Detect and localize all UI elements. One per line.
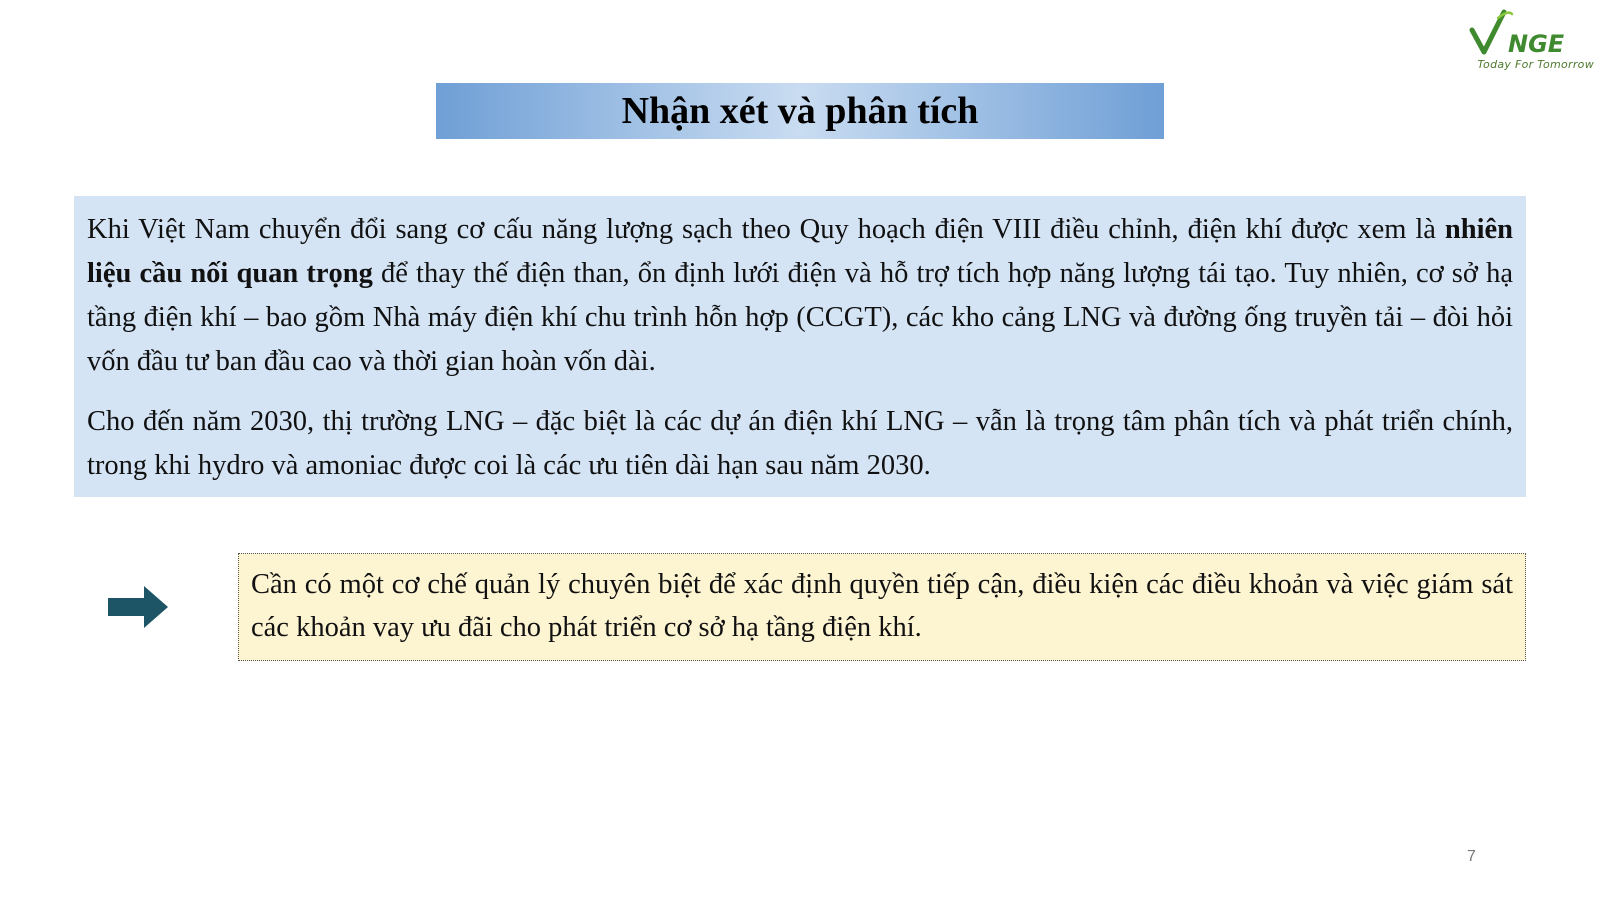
- analysis-paragraph-1: [87, 208, 1513, 384]
- analysis-box: [74, 196, 1526, 497]
- vnge-logo-mark: [1468, 8, 1578, 58]
- analysis-paragraph-2: Cho đến năm 2030, thị trường LNG – đặc biệt là các dự án điện khí LNG – vẫn là trọng tâm phân tích và phát triển chính, trong khi hydro và amoniac được coi là các ưu tiên dài hạn sau năm 2030.: [87, 406, 1513, 481]
- analysis-paragraph-1-rest: để thay thế điện than, ổn định lưới điện và hỗ trợ tích hợp năng lượng tái tạo. Tuy nhiên, cơ sở hạ tầng điện khí – bao gồm Nhà máy điện khí chu trình hỗn hợp (CCGT), các kho cảng LNG và đường ống truyền tải – đòi hỏi vốn đầu tư ban đầu cao và thời gian hoàn vốn dài.: [87, 258, 1513, 377]
- conclusion-box: [238, 553, 1526, 661]
- vnge-logo: [1454, 6, 1594, 76]
- svg-text:NGE: NGE: [1508, 30, 1565, 58]
- analysis-paragraph-1-emphasis: nhiên liệu cầu nối quan trọng: [87, 214, 1513, 289]
- page-number: 7: [1467, 848, 1476, 865]
- right-arrow-icon: [108, 586, 168, 628]
- slide-title: Nhận xét và phân tích: [621, 90, 979, 132]
- analysis-paragraph-1-intro: Khi Việt Nam chuyển đổi sang cơ cấu năng lượng sạch theo Quy hoạch điện VIII điều chỉnh, điện khí được xem là: [87, 214, 1445, 245]
- conclusion-text: Cần có một cơ chế quản lý chuyên biệt để xác định quyền tiếp cận, điều kiện các điều khoản và việc giám sát các khoản vay ưu đãi cho phát triển cơ sở hạ tầng điện khí.: [251, 569, 1513, 643]
- title-banner: [436, 83, 1164, 139]
- logo-tagline: Today For Tomorrow: [1477, 58, 1594, 71]
